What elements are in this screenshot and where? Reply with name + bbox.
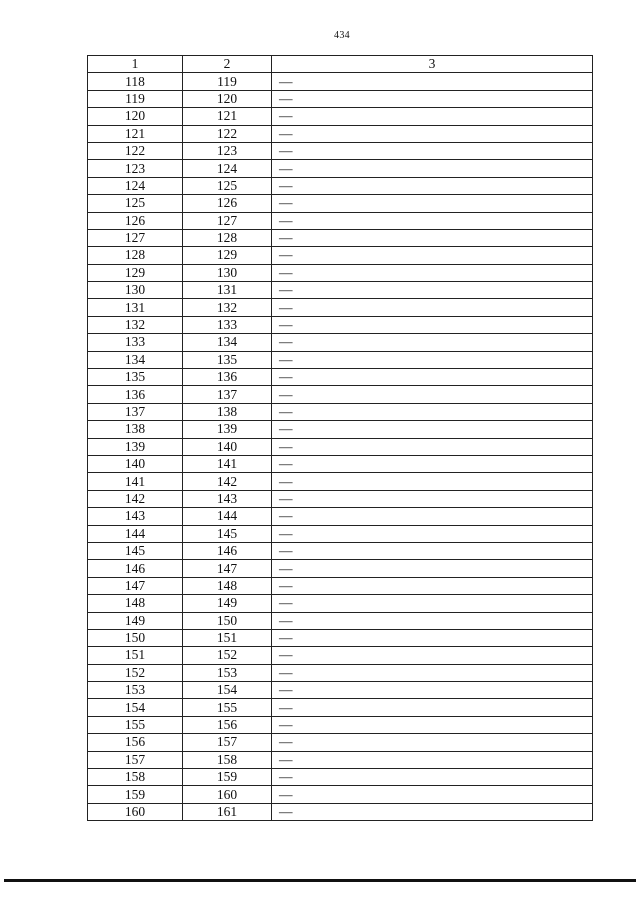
table-cell-col-1: 155 bbox=[88, 716, 183, 733]
table-cell-col-2: 155 bbox=[183, 699, 272, 716]
table-cell-col-3: — bbox=[272, 542, 593, 559]
table-cell-col-3: — bbox=[272, 334, 593, 351]
table-cell-col-1: 135 bbox=[88, 369, 183, 386]
table-cell-col-2: 125 bbox=[183, 177, 272, 194]
table-row bbox=[88, 542, 593, 559]
table-cell-col-1: 133 bbox=[88, 334, 183, 351]
table-row bbox=[88, 229, 593, 246]
table-cell-col-1: 134 bbox=[88, 351, 183, 368]
table-row bbox=[88, 716, 593, 733]
table-cell-col-1: 148 bbox=[88, 595, 183, 612]
table-cell-col-1: 152 bbox=[88, 664, 183, 681]
table-cell-col-1: 127 bbox=[88, 229, 183, 246]
table-cell-col-2: 140 bbox=[183, 438, 272, 455]
table-cell-col-1: 137 bbox=[88, 403, 183, 420]
table-cell-col-1: 140 bbox=[88, 455, 183, 472]
table-row bbox=[88, 664, 593, 681]
table-cell-col-2: 136 bbox=[183, 369, 272, 386]
table-cell-col-2: 142 bbox=[183, 473, 272, 490]
table-row bbox=[88, 525, 593, 542]
table-cell-col-2: 152 bbox=[183, 647, 272, 664]
table-cell-col-1: 158 bbox=[88, 769, 183, 786]
table-cell-col-1: 125 bbox=[88, 195, 183, 212]
table-cell-col-3: — bbox=[272, 699, 593, 716]
table-cell-col-3: — bbox=[272, 716, 593, 733]
table-row bbox=[88, 125, 593, 142]
table-cell-col-3: — bbox=[272, 282, 593, 299]
table-cell-col-1: 122 bbox=[88, 142, 183, 159]
table-cell-col-2: 161 bbox=[183, 803, 272, 820]
table-cell-col-2: 150 bbox=[183, 612, 272, 629]
table-row bbox=[88, 455, 593, 472]
table-cell-col-1: 144 bbox=[88, 525, 183, 542]
table-row bbox=[88, 299, 593, 316]
table-row bbox=[88, 473, 593, 490]
table-cell-col-3: — bbox=[272, 612, 593, 629]
table-cell-col-1: 119 bbox=[88, 90, 183, 107]
table-cell-col-1: 120 bbox=[88, 108, 183, 125]
table-cell-col-3: — bbox=[272, 769, 593, 786]
table-cell-col-3: — bbox=[272, 108, 593, 125]
table-cell-col-3: — bbox=[272, 403, 593, 420]
table-row bbox=[88, 282, 593, 299]
table-row bbox=[88, 577, 593, 594]
table-cell-col-3: — bbox=[272, 195, 593, 212]
table-body bbox=[88, 73, 593, 821]
table-cell-col-3: — bbox=[272, 299, 593, 316]
table-cell-col-1: 150 bbox=[88, 629, 183, 646]
table-cell-col-2: 128 bbox=[183, 229, 272, 246]
table-row bbox=[88, 490, 593, 507]
table-cell-col-3: — bbox=[272, 525, 593, 542]
table-cell-col-2: 151 bbox=[183, 629, 272, 646]
column-header-3: 3 bbox=[272, 56, 593, 73]
table-cell-col-1: 151 bbox=[88, 647, 183, 664]
table-cell-col-2: 148 bbox=[183, 577, 272, 594]
table-cell-col-2: 145 bbox=[183, 525, 272, 542]
table-cell-col-3: — bbox=[272, 229, 593, 246]
table-row bbox=[88, 421, 593, 438]
table-cell-col-2: 124 bbox=[183, 160, 272, 177]
table-row bbox=[88, 73, 593, 90]
table-cell-col-3: — bbox=[272, 316, 593, 333]
table-row bbox=[88, 142, 593, 159]
table-cell-col-1: 123 bbox=[88, 160, 183, 177]
table-cell-col-3: — bbox=[272, 751, 593, 768]
table-row bbox=[88, 177, 593, 194]
table-cell-col-2: 149 bbox=[183, 595, 272, 612]
table-cell-col-2: 157 bbox=[183, 734, 272, 751]
column-header-2: 2 bbox=[183, 56, 272, 73]
table-row bbox=[88, 560, 593, 577]
page-number: 434 bbox=[334, 30, 350, 41]
table-cell-col-1: 157 bbox=[88, 751, 183, 768]
table-cell-col-1: 160 bbox=[88, 803, 183, 820]
table-cell-col-3: — bbox=[272, 508, 593, 525]
table-cell-col-2: 127 bbox=[183, 212, 272, 229]
table-cell-col-1: 128 bbox=[88, 247, 183, 264]
table-cell-col-3: — bbox=[272, 264, 593, 281]
table-cell-col-3: — bbox=[272, 421, 593, 438]
table-row bbox=[88, 438, 593, 455]
table-cell-col-3: — bbox=[272, 786, 593, 803]
table-cell-col-1: 143 bbox=[88, 508, 183, 525]
table-cell-col-2: 147 bbox=[183, 560, 272, 577]
table-cell-col-1: 147 bbox=[88, 577, 183, 594]
table-cell-col-2: 159 bbox=[183, 769, 272, 786]
table-cell-col-2: 129 bbox=[183, 247, 272, 264]
table-cell-col-2: 120 bbox=[183, 90, 272, 107]
table-cell-col-1: 121 bbox=[88, 125, 183, 142]
table-row bbox=[88, 351, 593, 368]
table-cell-col-2: 135 bbox=[183, 351, 272, 368]
table-cell-col-3: — bbox=[272, 595, 593, 612]
table-cell-col-2: 126 bbox=[183, 195, 272, 212]
table-cell-col-1: 131 bbox=[88, 299, 183, 316]
table-cell-col-2: 133 bbox=[183, 316, 272, 333]
table-cell-col-3: — bbox=[272, 803, 593, 820]
table-row bbox=[88, 195, 593, 212]
table-cell-col-3: — bbox=[272, 455, 593, 472]
table-row bbox=[88, 682, 593, 699]
table-cell-col-3: — bbox=[272, 560, 593, 577]
table-cell-col-2: 138 bbox=[183, 403, 272, 420]
table-row bbox=[88, 786, 593, 803]
table-cell-col-2: 156 bbox=[183, 716, 272, 733]
table-cell-col-3: — bbox=[272, 125, 593, 142]
table-cell-col-2: 131 bbox=[183, 282, 272, 299]
table-cell-col-2: 160 bbox=[183, 786, 272, 803]
table-row bbox=[88, 629, 593, 646]
table-cell-col-2: 132 bbox=[183, 299, 272, 316]
table-row bbox=[88, 264, 593, 281]
table-row bbox=[88, 403, 593, 420]
table-row bbox=[88, 369, 593, 386]
table-row bbox=[88, 647, 593, 664]
table-cell-col-2: 158 bbox=[183, 751, 272, 768]
table-cell-col-1: 130 bbox=[88, 282, 183, 299]
table-cell-col-3: — bbox=[272, 142, 593, 159]
table-cell-col-1: 136 bbox=[88, 386, 183, 403]
table-cell-col-2: 119 bbox=[183, 73, 272, 90]
table-cell-col-2: 130 bbox=[183, 264, 272, 281]
table-cell-col-3: — bbox=[272, 490, 593, 507]
bottom-rule bbox=[4, 879, 636, 882]
column-header-1: 1 bbox=[88, 56, 183, 73]
table-cell-col-1: 141 bbox=[88, 473, 183, 490]
table-row bbox=[88, 751, 593, 768]
table-row bbox=[88, 316, 593, 333]
table-cell-col-3: — bbox=[272, 247, 593, 264]
table-cell-col-3: — bbox=[272, 438, 593, 455]
table-row bbox=[88, 212, 593, 229]
table-cell-col-2: 139 bbox=[183, 421, 272, 438]
table-row bbox=[88, 108, 593, 125]
table-cell-col-3: — bbox=[272, 73, 593, 90]
table-row bbox=[88, 612, 593, 629]
table-cell-col-3: — bbox=[272, 160, 593, 177]
table-cell-col-3: — bbox=[272, 473, 593, 490]
table-cell-col-2: 123 bbox=[183, 142, 272, 159]
table-cell-col-1: 142 bbox=[88, 490, 183, 507]
table-cell-col-3: — bbox=[272, 664, 593, 681]
table-cell-col-1: 118 bbox=[88, 73, 183, 90]
table-row bbox=[88, 247, 593, 264]
table-row bbox=[88, 334, 593, 351]
table-cell-col-1: 139 bbox=[88, 438, 183, 455]
table-row bbox=[88, 595, 593, 612]
table-cell-col-3: — bbox=[272, 734, 593, 751]
table-cell-col-1: 126 bbox=[88, 212, 183, 229]
table-cell-col-2: 144 bbox=[183, 508, 272, 525]
table-cell-col-1: 149 bbox=[88, 612, 183, 629]
table-cell-col-2: 134 bbox=[183, 334, 272, 351]
table-cell-col-1: 146 bbox=[88, 560, 183, 577]
table-cell-col-3: — bbox=[272, 629, 593, 646]
table-row bbox=[88, 508, 593, 525]
table-row bbox=[88, 699, 593, 716]
table-cell-col-3: — bbox=[272, 212, 593, 229]
table-cell-col-3: — bbox=[272, 386, 593, 403]
table-cell-col-1: 156 bbox=[88, 734, 183, 751]
table-cell-col-2: 137 bbox=[183, 386, 272, 403]
table-cell-col-2: 154 bbox=[183, 682, 272, 699]
table-cell-col-2: 146 bbox=[183, 542, 272, 559]
table-cell-col-2: 153 bbox=[183, 664, 272, 681]
table-cell-col-1: 124 bbox=[88, 177, 183, 194]
table-row bbox=[88, 803, 593, 820]
data-table bbox=[87, 55, 593, 821]
table-header-row bbox=[88, 56, 593, 73]
table-cell-col-1: 145 bbox=[88, 542, 183, 559]
table-cell-col-1: 159 bbox=[88, 786, 183, 803]
table-cell-col-3: — bbox=[272, 682, 593, 699]
table-cell-col-3: — bbox=[272, 577, 593, 594]
table-cell-col-2: 143 bbox=[183, 490, 272, 507]
table-cell-col-2: 141 bbox=[183, 455, 272, 472]
table-cell-col-1: 153 bbox=[88, 682, 183, 699]
table-row bbox=[88, 90, 593, 107]
table-row bbox=[88, 386, 593, 403]
table-cell-col-1: 129 bbox=[88, 264, 183, 281]
table-cell-col-2: 121 bbox=[183, 108, 272, 125]
table-cell-col-2: 122 bbox=[183, 125, 272, 142]
table-cell-col-1: 154 bbox=[88, 699, 183, 716]
table-row bbox=[88, 160, 593, 177]
table-cell-col-1: 132 bbox=[88, 316, 183, 333]
table-cell-col-1: 138 bbox=[88, 421, 183, 438]
table-cell-col-3: — bbox=[272, 369, 593, 386]
table-row bbox=[88, 769, 593, 786]
table-cell-col-3: — bbox=[272, 177, 593, 194]
table-row bbox=[88, 734, 593, 751]
table-cell-col-3: — bbox=[272, 90, 593, 107]
table-cell-col-3: — bbox=[272, 351, 593, 368]
table-cell-col-3: — bbox=[272, 647, 593, 664]
